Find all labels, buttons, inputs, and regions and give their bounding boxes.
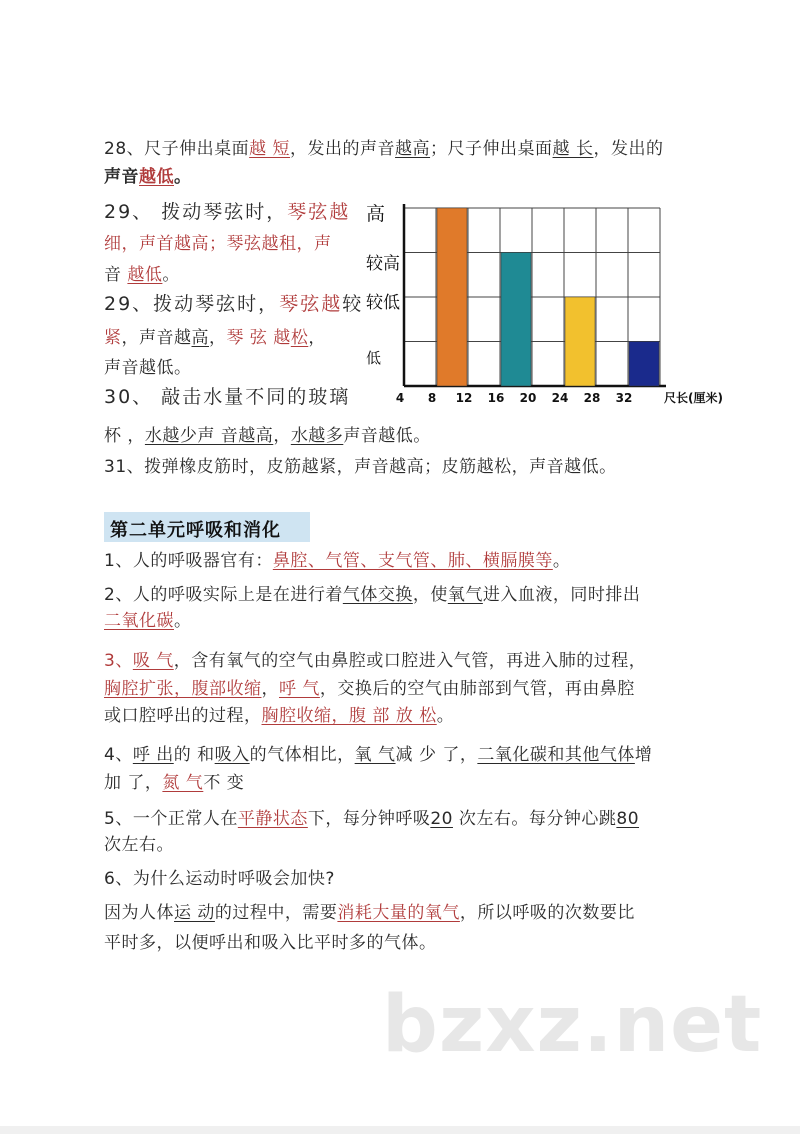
bar-24 (565, 297, 595, 386)
x-axis-label: 尺长(厘米) (664, 391, 723, 405)
bar-16 (501, 253, 531, 387)
x-tick-label: 28 (583, 391, 601, 405)
answer: 吸入 (214, 745, 250, 765)
x-tick-label: 12 (455, 391, 473, 405)
section-title: 第二单元呼吸和消化 (110, 520, 281, 541)
q6-answer-line1: 因为人体运 动的过程中，需要消耗大量的氧气，所以呼吸的次数要比 (104, 903, 635, 923)
section-heading (104, 512, 310, 542)
q1: 1、人的呼吸器官有：鼻腔、气管、支气管、肺、横膈膜等。 (104, 551, 571, 571)
bar-32 (629, 342, 659, 387)
q5-line1: 5、一个正常人在平静状态下，每分钟呼吸20 次左右。每分钟心跳80 (104, 809, 640, 829)
answer: 水越少声 音越高 (144, 426, 274, 446)
pitch-bar-chart (360, 196, 740, 411)
y-level-label: 低 (366, 349, 382, 367)
item-29b-line3: 声音越低。 (104, 358, 192, 378)
answer: 越 长 (552, 139, 594, 159)
q3-line3: 或口腔呼出的过程，胸腔收缩，腹 部 放 松。 (104, 706, 455, 726)
answer: 二氧化碳和其他气体 (477, 745, 635, 765)
q2-line1: 2、人的呼吸实际上是在进行着气体交换，使氧气进入血液，同时排出 (104, 585, 641, 605)
answer: 松 (290, 328, 309, 348)
answer: 鼻腔、气管、支气管、肺、横膈膜等 (272, 551, 553, 571)
answer: 二氧化碳 (104, 611, 174, 631)
item-30-line1: 30、 敲击水量不同的玻璃 (104, 386, 351, 408)
answer: 胸腔收缩，腹 部 放 松 (261, 706, 437, 726)
answer: 越 短 (249, 139, 291, 159)
item-29b-line2: 紧，声音越高，琴 弦 越松， (104, 328, 326, 348)
q5-line2: 次左右。 (104, 835, 174, 855)
answer: 氧气 (447, 585, 483, 605)
q3-line2: 胸腔扩张，腹部收缩，呼 气，交换后的空气由肺部到气管，再由鼻腔 (104, 679, 635, 699)
q2-line2: 二氧化碳。 (104, 611, 192, 631)
answer: 越低 (139, 167, 174, 187)
item-29-line2: 细，声首越高；琴弦越租，声 (104, 234, 332, 254)
q3-line1: 3、吸 气，含有氧气的空气由鼻腔或口腔进入气管，再进入肺的过程， (104, 651, 647, 671)
answer: 呼 气 (279, 679, 320, 699)
x-tick-label: 24 (551, 391, 569, 405)
y-level-label: 较高 (366, 254, 400, 274)
answer: 越高 (395, 139, 431, 159)
answer: 水越多 (290, 426, 344, 446)
q4-line1: 4、呼 出的 和吸入的气体相比，氧 气减 少 了，二氧化碳和其他气体增 (104, 745, 653, 765)
answer: 吸 气 (132, 651, 174, 671)
item-31: 31、拨弹橡皮筋时，皮筋越紧，声音越高；皮筋越松，声音越低。 (104, 457, 617, 477)
item-28-line1: 28、尺子伸出桌面越 短，发出的声音越高；尺子伸出桌面越 长，发出的 (104, 139, 664, 159)
x-tick-label: 20 (519, 391, 537, 405)
answer: 越低 (127, 265, 163, 285)
page-edge (0, 1126, 800, 1134)
y-level-label: 较低 (366, 293, 400, 313)
y-level-label: 高 (366, 203, 386, 225)
answer: 呼 出 (132, 745, 174, 765)
x-tick-label: 16 (487, 391, 505, 405)
answer: 气体交换 (342, 585, 413, 605)
answer: 氧 气 (354, 745, 396, 765)
answer: 氮 气 (162, 773, 204, 793)
q6-answer-line2: 平时多，以便呼出和吸入比平时多的气体。 (104, 933, 437, 953)
item-30-line2: 杯 ，水越少声 音越高，水越多声音越低。 (104, 426, 431, 446)
q6-question: 6、为什么运动时呼吸会加快? (104, 869, 335, 889)
answer: 运 动 (174, 903, 215, 923)
item-29-line1: 29、 拨动琴弦时，琴弦越 (104, 201, 351, 223)
answer: 平静状态 (237, 809, 308, 829)
q4-line2: 加 了，氮 气不 变 (104, 773, 245, 793)
x-tick-label: 8 (427, 391, 437, 405)
watermark: bzxz.net (382, 980, 763, 1070)
bar-8 (437, 208, 467, 386)
answer: 消耗大量的氧气 (337, 903, 460, 923)
item-29b-line1: 29、拨动琴弦时，琴弦越较 (104, 293, 364, 315)
answer: 80 (616, 809, 640, 829)
answer: 高 (191, 328, 209, 348)
x-tick-label: 32 (615, 391, 633, 405)
item-29-line3: 音 越低。 (104, 265, 180, 285)
item-28-line2: 声音越低。 (104, 167, 192, 187)
x-tick-label: 4 (395, 391, 405, 405)
answer: 20 (430, 809, 453, 829)
answer: 胸腔扩张，腹部收缩 (104, 679, 262, 699)
